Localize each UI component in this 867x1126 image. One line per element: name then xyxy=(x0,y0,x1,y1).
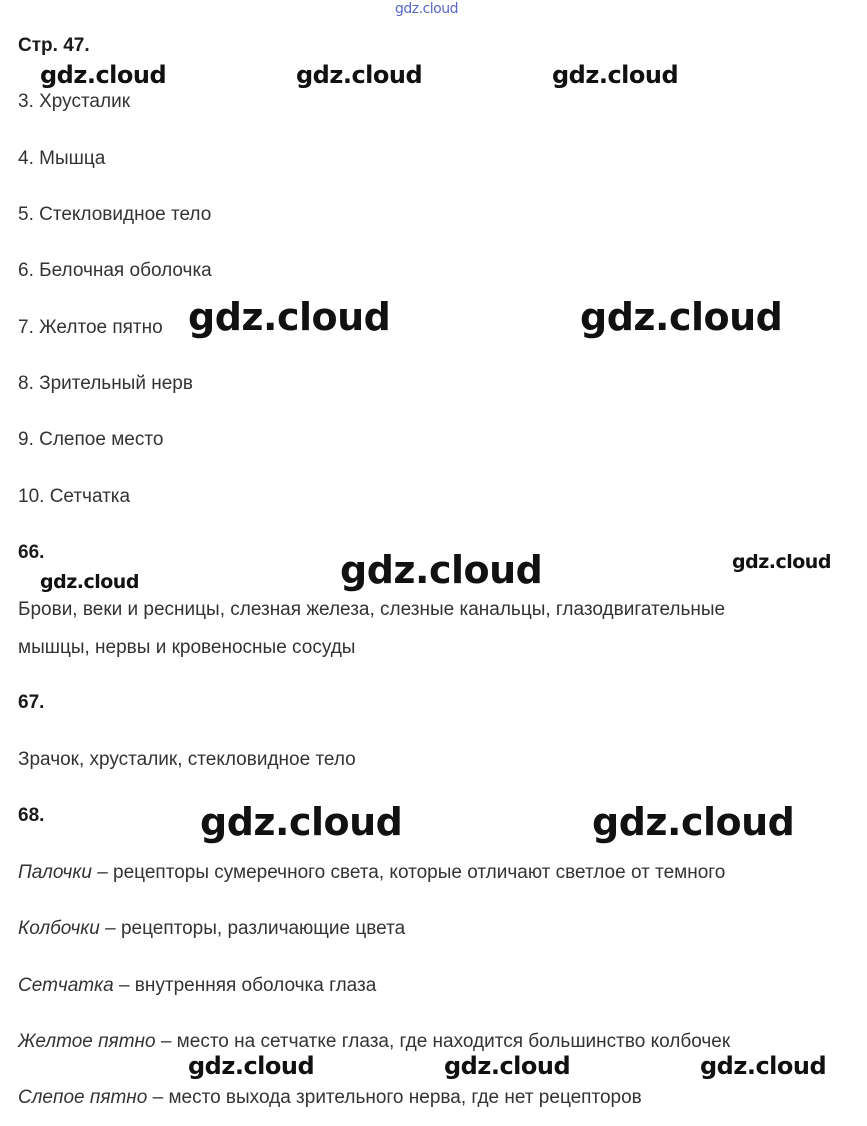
watermark: gdz.cloud xyxy=(592,800,795,844)
watermark: gdz.cloud xyxy=(580,295,783,339)
list-item: 6. Белочная оболочка xyxy=(18,260,212,281)
definition-term: Палочки xyxy=(18,862,92,883)
page-heading: Стр. 47. xyxy=(18,35,90,56)
watermark: gdz.cloud xyxy=(296,61,423,89)
definition-row xyxy=(18,975,376,997)
watermark: gdz.cloud xyxy=(444,1052,571,1080)
list-item: 10. Сетчатка xyxy=(18,486,131,507)
definition-term: Слепое пятно xyxy=(18,1087,148,1108)
definition-text: – рецепторы сумеречного света, которые отличают светлое от темного xyxy=(91,862,726,883)
watermark: gdz.cloud xyxy=(200,800,403,844)
definition-row xyxy=(18,1087,642,1109)
list-item: 5. Стекловидное тело xyxy=(18,204,212,225)
definition-term: Сетчатка xyxy=(18,975,114,996)
task-66-line-2: мышцы, нервы и кровеносные сосуды xyxy=(18,637,356,658)
list-item: 3. Хрусталик xyxy=(18,91,131,112)
definition-text: – место на сетчатке глаза, где находится большинство колбочек xyxy=(155,1031,731,1052)
task-67-number: 67. xyxy=(18,692,45,713)
definition-term: Колбочки xyxy=(18,918,100,939)
watermark: gdz.cloud xyxy=(40,61,167,89)
watermark: gdz.cloud xyxy=(40,571,139,593)
definition-row xyxy=(18,862,725,884)
definition-text: – внутренняя оболочка глаза xyxy=(113,975,377,996)
list-item: 7. Желтое пятно xyxy=(18,317,163,338)
task-66-number: 66. xyxy=(18,542,45,563)
watermark: gdz.cloud xyxy=(188,295,391,339)
definition-text: – место выхода зрительного нерва, где нет рецепторов xyxy=(147,1087,642,1108)
task-67-answer: Зрачок, хрусталик, стекловидное тело xyxy=(18,749,356,770)
definition-row xyxy=(18,1031,730,1053)
watermark: gdz.cloud xyxy=(700,1052,827,1080)
list-item: 4. Мышца xyxy=(18,148,106,169)
watermark: gdz.cloud xyxy=(732,551,831,573)
watermark-top: gdz.cloud xyxy=(395,1,458,17)
watermark: gdz.cloud xyxy=(552,61,679,89)
definition-row xyxy=(18,918,405,940)
list-item: 9. Слепое место xyxy=(18,429,164,450)
definition-term: Желтое пятно xyxy=(18,1031,156,1052)
definition-text: – рецепторы, различающие цвета xyxy=(99,918,406,939)
watermark: gdz.cloud xyxy=(188,1052,315,1080)
task-68-number: 68. xyxy=(18,805,45,826)
task-66-line-1: Брови, веки и ресницы, слезная железа, слезные канальцы, глазодвигательные xyxy=(18,599,726,620)
watermark: gdz.cloud xyxy=(340,548,543,592)
list-item: 8. Зрительный нерв xyxy=(18,373,193,394)
